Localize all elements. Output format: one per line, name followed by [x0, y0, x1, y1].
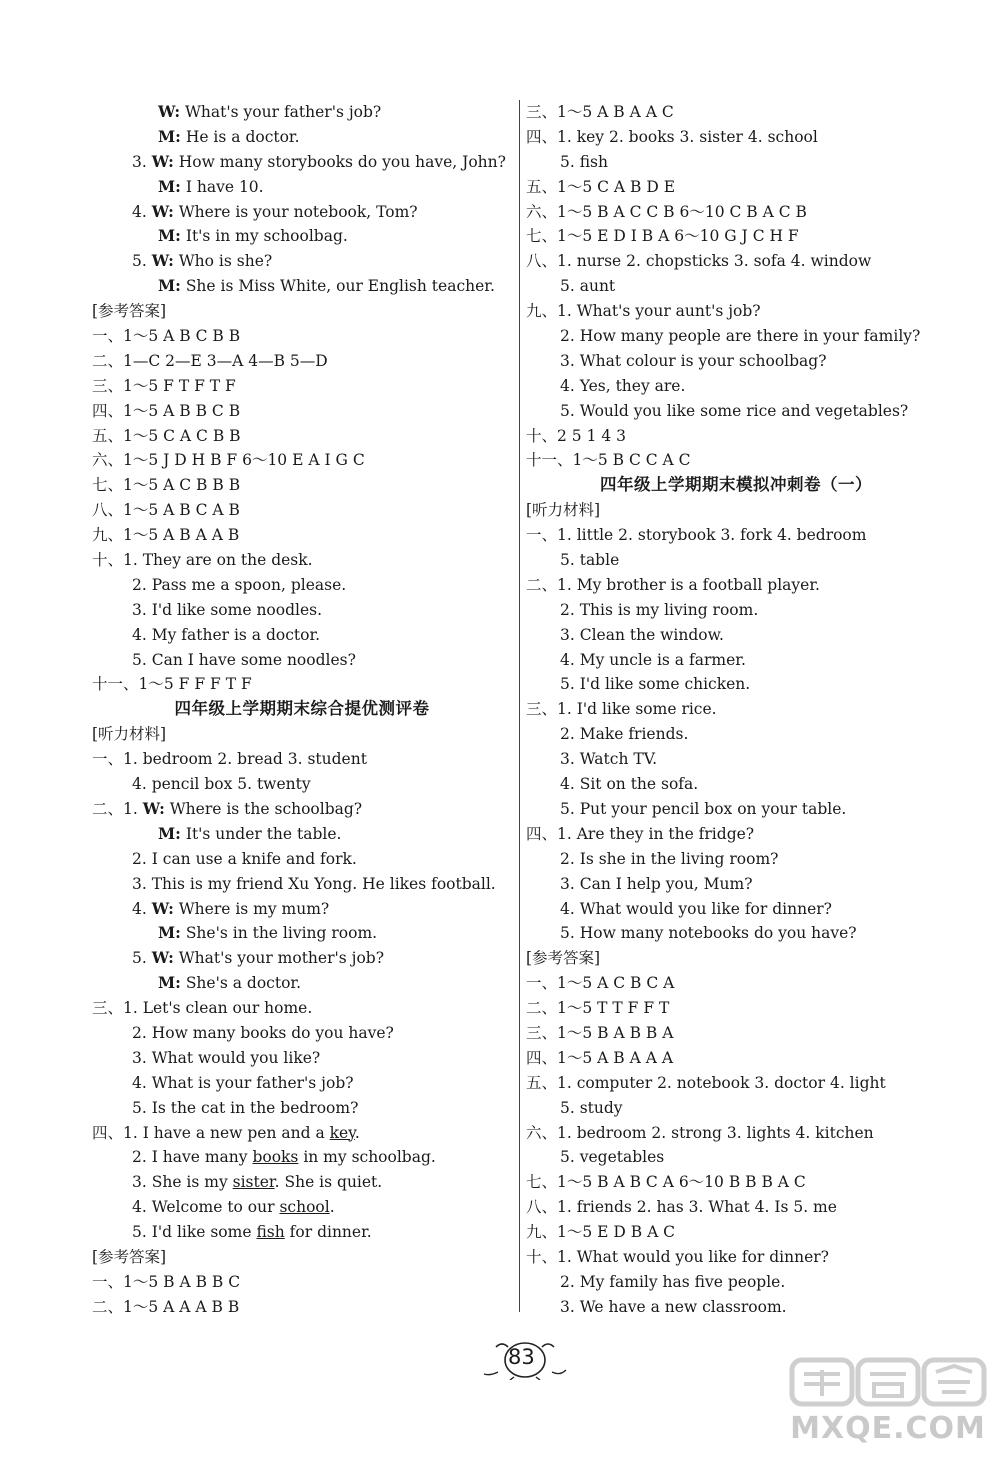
line-text: 四年级上学期期末模拟冲刺卷（一）: [600, 475, 872, 495]
text-line: [92, 1145, 512, 1170]
line-text: 3. She is my: [132, 1173, 233, 1192]
text-line: [92, 822, 512, 847]
text-line: [526, 697, 946, 722]
text-line: [526, 1270, 946, 1295]
text-line: [526, 374, 946, 399]
text-line: [92, 374, 512, 399]
line-text: 2. How many books do you have?: [132, 1023, 394, 1042]
text-line: [92, 424, 512, 449]
line-text: 5. How many notebooks do you have?: [560, 924, 857, 943]
text-line: [526, 772, 946, 797]
line-text-end: in my schoolbag.: [298, 1148, 436, 1167]
text-line: [92, 1170, 512, 1195]
speaker-label: W:: [158, 102, 181, 121]
line-text: 5. I'd like some chicken.: [560, 675, 751, 694]
right-column: [526, 100, 946, 1320]
text-line: [526, 150, 946, 175]
text-line: [92, 797, 512, 822]
line-text: She's in the living room.: [180, 924, 378, 943]
line-text: It's under the table.: [180, 824, 342, 843]
line-text: 4. What would you like for dinner?: [560, 899, 832, 918]
text-line: [92, 1270, 512, 1295]
line-text: Where is my mum?: [173, 899, 330, 918]
line-text: 一、1～5 B A B B C: [92, 1272, 241, 1291]
text-line: [92, 349, 512, 374]
text-line: [92, 1220, 512, 1245]
text-line: [526, 897, 946, 922]
line-text: 五、1～5 C A B D E: [526, 177, 676, 196]
text-line: [526, 847, 946, 872]
underlined-answer: sister: [232, 1173, 275, 1192]
text-line: [526, 498, 946, 523]
line-text: 三、1～5 A B A A C: [526, 103, 674, 121]
line-text-end: .: [329, 1198, 335, 1217]
text-line: [526, 349, 946, 374]
text-line: [526, 648, 946, 673]
text-line: [92, 772, 512, 797]
text-line: [92, 573, 512, 598]
text-line: [92, 473, 512, 498]
speaker-label: M:: [158, 973, 181, 993]
line-text: 3. This is my friend Xu Yong. He likes football.: [132, 874, 496, 893]
line-text: 5. Put your pencil box on your table.: [560, 799, 847, 818]
line-text: 五、1. computer 2. notebook 3. doctor 4. light: [526, 1073, 886, 1092]
text-line: [526, 125, 946, 150]
watermark-text: MXQE.COM: [790, 1411, 986, 1446]
line-text: 三、1～5 F T F T F: [92, 376, 236, 395]
text-line: [92, 224, 512, 249]
text-line: [92, 996, 512, 1021]
text-line: [526, 1195, 946, 1220]
line-text: 3. Watch TV.: [560, 750, 658, 769]
line-text: 5. Would you like some rice and vegetables?: [560, 401, 909, 420]
section-title: [92, 697, 512, 722]
line-text: 一、1. little 2. storybook 3. fork 4. bedroom: [526, 526, 867, 545]
text-line: [526, 797, 946, 822]
line-text: [参考答案]: [526, 949, 601, 968]
line-text: 二、1—C 2—E 3—A 4—B 5—D: [92, 351, 328, 370]
text-line: [526, 1220, 946, 1245]
line-text: Where is your notebook, Tom?: [173, 202, 418, 221]
speaker-label: W:: [151, 151, 174, 171]
text-line: [526, 175, 946, 200]
text-line: [92, 648, 512, 673]
text-line: [92, 548, 512, 573]
line-text: [听力材料]: [92, 725, 167, 744]
underlined-answer: fish: [256, 1223, 285, 1242]
left-column: [92, 100, 512, 1320]
speaker-label: W:: [151, 251, 174, 271]
line-text: 2. Pass me a spoon, please.: [132, 575, 347, 594]
text-line: [92, 200, 512, 225]
line-text: 十、2 5 1 4 3: [526, 426, 627, 445]
text-line: [526, 598, 946, 623]
line-text: [参考答案]: [92, 1247, 167, 1266]
text-line: [526, 1096, 946, 1121]
text-line: [92, 1046, 512, 1071]
text-line: [526, 747, 946, 772]
text-line: [92, 150, 512, 175]
text-line: [526, 224, 946, 249]
text-line: [92, 1295, 512, 1320]
line-text: 3. What colour is your schoolbag?: [560, 351, 827, 370]
text-line: [92, 100, 512, 125]
text-line: [92, 1121, 512, 1146]
line-text: It's in my schoolbag.: [180, 227, 348, 246]
line-text: 四、1～5 A B B C B: [92, 401, 241, 420]
line-text: 4. Sit on the sofa.: [560, 775, 699, 794]
line-text: He is a doctor.: [180, 127, 300, 146]
text-line: [92, 498, 512, 523]
text-line: [526, 100, 946, 125]
line-text: [参考答案]: [92, 302, 167, 321]
line-text: She's a doctor.: [180, 974, 302, 993]
text-line: [526, 1046, 946, 1071]
text-line: [92, 747, 512, 772]
watermark-logo-icon: [782, 1352, 994, 1412]
text-line: [526, 448, 946, 473]
text-line: [92, 598, 512, 623]
section-title: [526, 473, 946, 498]
line-text: 七、1～5 A C B B B: [92, 476, 241, 495]
line-text: 5. table: [560, 551, 620, 570]
text-line: [92, 971, 512, 996]
line-text: 5. Can I have some noodles?: [132, 650, 356, 669]
line-text: 5. Is the cat in the bedroom?: [132, 1098, 359, 1117]
item-number: 3.: [132, 152, 147, 171]
text-line: [92, 175, 512, 200]
speaker-label: M:: [158, 923, 181, 943]
line-text: 十一、1～5 B C C A C: [526, 451, 691, 470]
text-line: [92, 1195, 512, 1220]
text-line: [526, 971, 946, 996]
line-text: 5. I'd like some: [132, 1223, 257, 1242]
text-line: [92, 274, 512, 299]
text-line: [92, 1245, 512, 1270]
line-text: 四、1～5 A B A A A: [526, 1048, 674, 1067]
text-line: [526, 996, 946, 1021]
line-text: 六、1～5 B A C C B 6～10 C B A C B: [526, 202, 807, 221]
line-text: 2. I have many: [132, 1148, 253, 1167]
line-text: 4. What is your father's job?: [132, 1073, 354, 1092]
speaker-label: W:: [151, 898, 174, 918]
text-line: [526, 946, 946, 971]
text-line: [526, 324, 946, 349]
column-divider: [519, 100, 520, 1312]
text-line: [92, 324, 512, 349]
line-text: 六、1～5 J D H B F 6～10 E A I G C: [92, 451, 365, 470]
line-text: 一、1～5 A C B C A: [526, 974, 675, 993]
text-line: [92, 125, 512, 150]
line-text: 七、1～5 B A B C A 6～10 B B B A C: [526, 1173, 806, 1192]
item-number: 4.: [132, 899, 147, 918]
text-line: [526, 573, 946, 598]
page-number-badge: [480, 1338, 570, 1380]
line-text: 四、1. I have a new pen and a: [92, 1123, 330, 1142]
text-line: [526, 822, 946, 847]
line-text: Who is she?: [173, 252, 273, 271]
line-text: 八、1. friends 2. has 3. What 4. Is 5. me: [526, 1198, 837, 1217]
underlined-answer: books: [252, 1148, 299, 1167]
speaker-label: W:: [142, 798, 165, 818]
line-text: 一、1～5 A B C B B: [92, 327, 241, 346]
text-line: [92, 1071, 512, 1096]
line-text: 四、1. Are they in the fridge?: [526, 824, 755, 843]
text-line: [526, 274, 946, 299]
text-line: [526, 1121, 946, 1146]
text-line: [526, 249, 946, 274]
line-text: 3. What would you like?: [132, 1048, 321, 1067]
underlined-answer: school: [279, 1198, 330, 1217]
line-text: 四年级上学期期末综合提优测评卷: [174, 699, 430, 719]
text-line: [526, 872, 946, 897]
speaker-label: M:: [158, 276, 181, 296]
text-line: [526, 200, 946, 225]
text-line: [526, 672, 946, 697]
line-text: 三、1～5 B A B B A: [526, 1023, 674, 1042]
line-text: 3. I'd like some noodles.: [132, 600, 323, 619]
line-text: 八、1. nurse 2. chopsticks 3. sofa 4. window: [526, 252, 872, 271]
line-text: 五、1～5 C A C B B: [92, 426, 241, 445]
text-line: [92, 722, 512, 747]
item-number: 5.: [132, 949, 147, 968]
text-line: [92, 399, 512, 424]
text-line: [526, 523, 946, 548]
speaker-label: W:: [151, 201, 174, 221]
line-text: 5. study: [560, 1098, 623, 1117]
line-text: 5. aunt: [560, 277, 616, 296]
line-text: 2. I can use a knife and fork.: [132, 849, 357, 868]
line-text: 4. pencil box 5. twenty: [132, 775, 311, 794]
line-text: 2. Is she in the living room?: [560, 849, 779, 868]
text-line: [92, 523, 512, 548]
speaker-label: W:: [151, 948, 174, 968]
line-text: 四、1. key 2. books 3. sister 4. school: [526, 127, 818, 146]
line-text: What's your mother's job?: [173, 949, 385, 968]
line-text: 八、1～5 A B C A B: [92, 501, 240, 520]
line-text: 5. vegetables: [560, 1148, 665, 1167]
speaker-label: M:: [158, 226, 181, 246]
line-text: 九、1～5 A B A A B: [92, 526, 240, 545]
line-text: 3. Can I help you, Mum?: [560, 874, 753, 893]
text-line: [526, 399, 946, 424]
text-line: [526, 1071, 946, 1096]
text-line: [92, 1096, 512, 1121]
line-text: 十、1. What would you like for dinner?: [526, 1247, 829, 1266]
line-text: 七、1～5 E D I B A 6～10 G J C H F: [526, 227, 799, 246]
text-line: [92, 249, 512, 274]
watermark: [782, 1352, 994, 1452]
text-line: [92, 847, 512, 872]
text-line: [526, 921, 946, 946]
line-text: 4. My uncle is a farmer.: [560, 650, 746, 669]
line-text: 2. How many people are there in your family?: [560, 327, 921, 346]
speaker-label: M:: [158, 176, 181, 196]
text-line: [92, 672, 512, 697]
text-line: [526, 548, 946, 573]
text-line: [526, 1295, 946, 1320]
line-text-end: .: [354, 1123, 360, 1142]
line-text: 2. My family has five people.: [560, 1272, 786, 1291]
line-text: [听力材料]: [526, 501, 601, 520]
text-line: [92, 623, 512, 648]
line-text: 3. Clean the window.: [560, 625, 724, 644]
line-text: 二、1. My brother is a football player.: [526, 575, 820, 594]
text-line: [526, 1245, 946, 1270]
text-line: [92, 872, 512, 897]
text-line: [92, 1021, 512, 1046]
text-line: [92, 897, 512, 922]
speaker-label: M:: [158, 126, 181, 146]
line-text: 三、1. Let's clean our home.: [92, 999, 313, 1018]
text-line: [526, 623, 946, 648]
line-text: 4. Welcome to our: [132, 1198, 280, 1217]
text-line: [526, 424, 946, 449]
underlined-answer: key: [329, 1123, 355, 1142]
line-text: What's your father's job?: [180, 103, 382, 121]
text-line: [526, 299, 946, 324]
line-text-end: . She is quiet.: [274, 1173, 383, 1192]
page-number: 83: [508, 1345, 535, 1369]
line-text: 二、1～5 T T F F T: [526, 999, 670, 1018]
line-text: 二、1～5 A A A B B: [92, 1297, 240, 1316]
text-line: [92, 299, 512, 324]
line-text: 十、1. They are on the desk.: [92, 551, 313, 570]
item-number: 二、1.: [92, 799, 138, 818]
text-line: [92, 448, 512, 473]
line-text: 十一、1～5 F F F T F: [92, 675, 252, 694]
line-text: 5. fish: [560, 152, 608, 171]
item-number: 5.: [132, 252, 147, 271]
text-line: [92, 946, 512, 971]
line-text: Where is the schoolbag?: [164, 799, 363, 818]
line-text: 一、1. bedroom 2. bread 3. student: [92, 750, 367, 769]
line-text: 2. This is my living room.: [560, 600, 759, 619]
speaker-label: M:: [158, 823, 181, 843]
item-number: 4.: [132, 202, 147, 221]
line-text: 三、1. I'd like some rice.: [526, 700, 717, 719]
text-line: [526, 1021, 946, 1046]
line-text: 九、1. What's your aunt's job?: [526, 302, 761, 321]
text-line: [526, 722, 946, 747]
line-text: 3. We have a new classroom.: [560, 1297, 787, 1316]
text-line: [526, 1145, 946, 1170]
line-text-end: for dinner.: [284, 1223, 372, 1242]
line-text: 九、1～5 E D B A C: [526, 1223, 676, 1242]
line-text: 2. Make friends.: [560, 725, 689, 744]
text-line: [92, 921, 512, 946]
text-line: [526, 1170, 946, 1195]
line-text: 六、1. bedroom 2. strong 3. lights 4. kitchen: [526, 1123, 874, 1142]
line-text: She is Miss White, our English teacher.: [180, 277, 495, 296]
line-text: How many storybooks do you have, John?: [173, 152, 506, 171]
line-text: 4. My father is a doctor.: [132, 625, 321, 644]
line-text: I have 10.: [180, 177, 264, 196]
line-text: 4. Yes, they are.: [560, 376, 686, 395]
